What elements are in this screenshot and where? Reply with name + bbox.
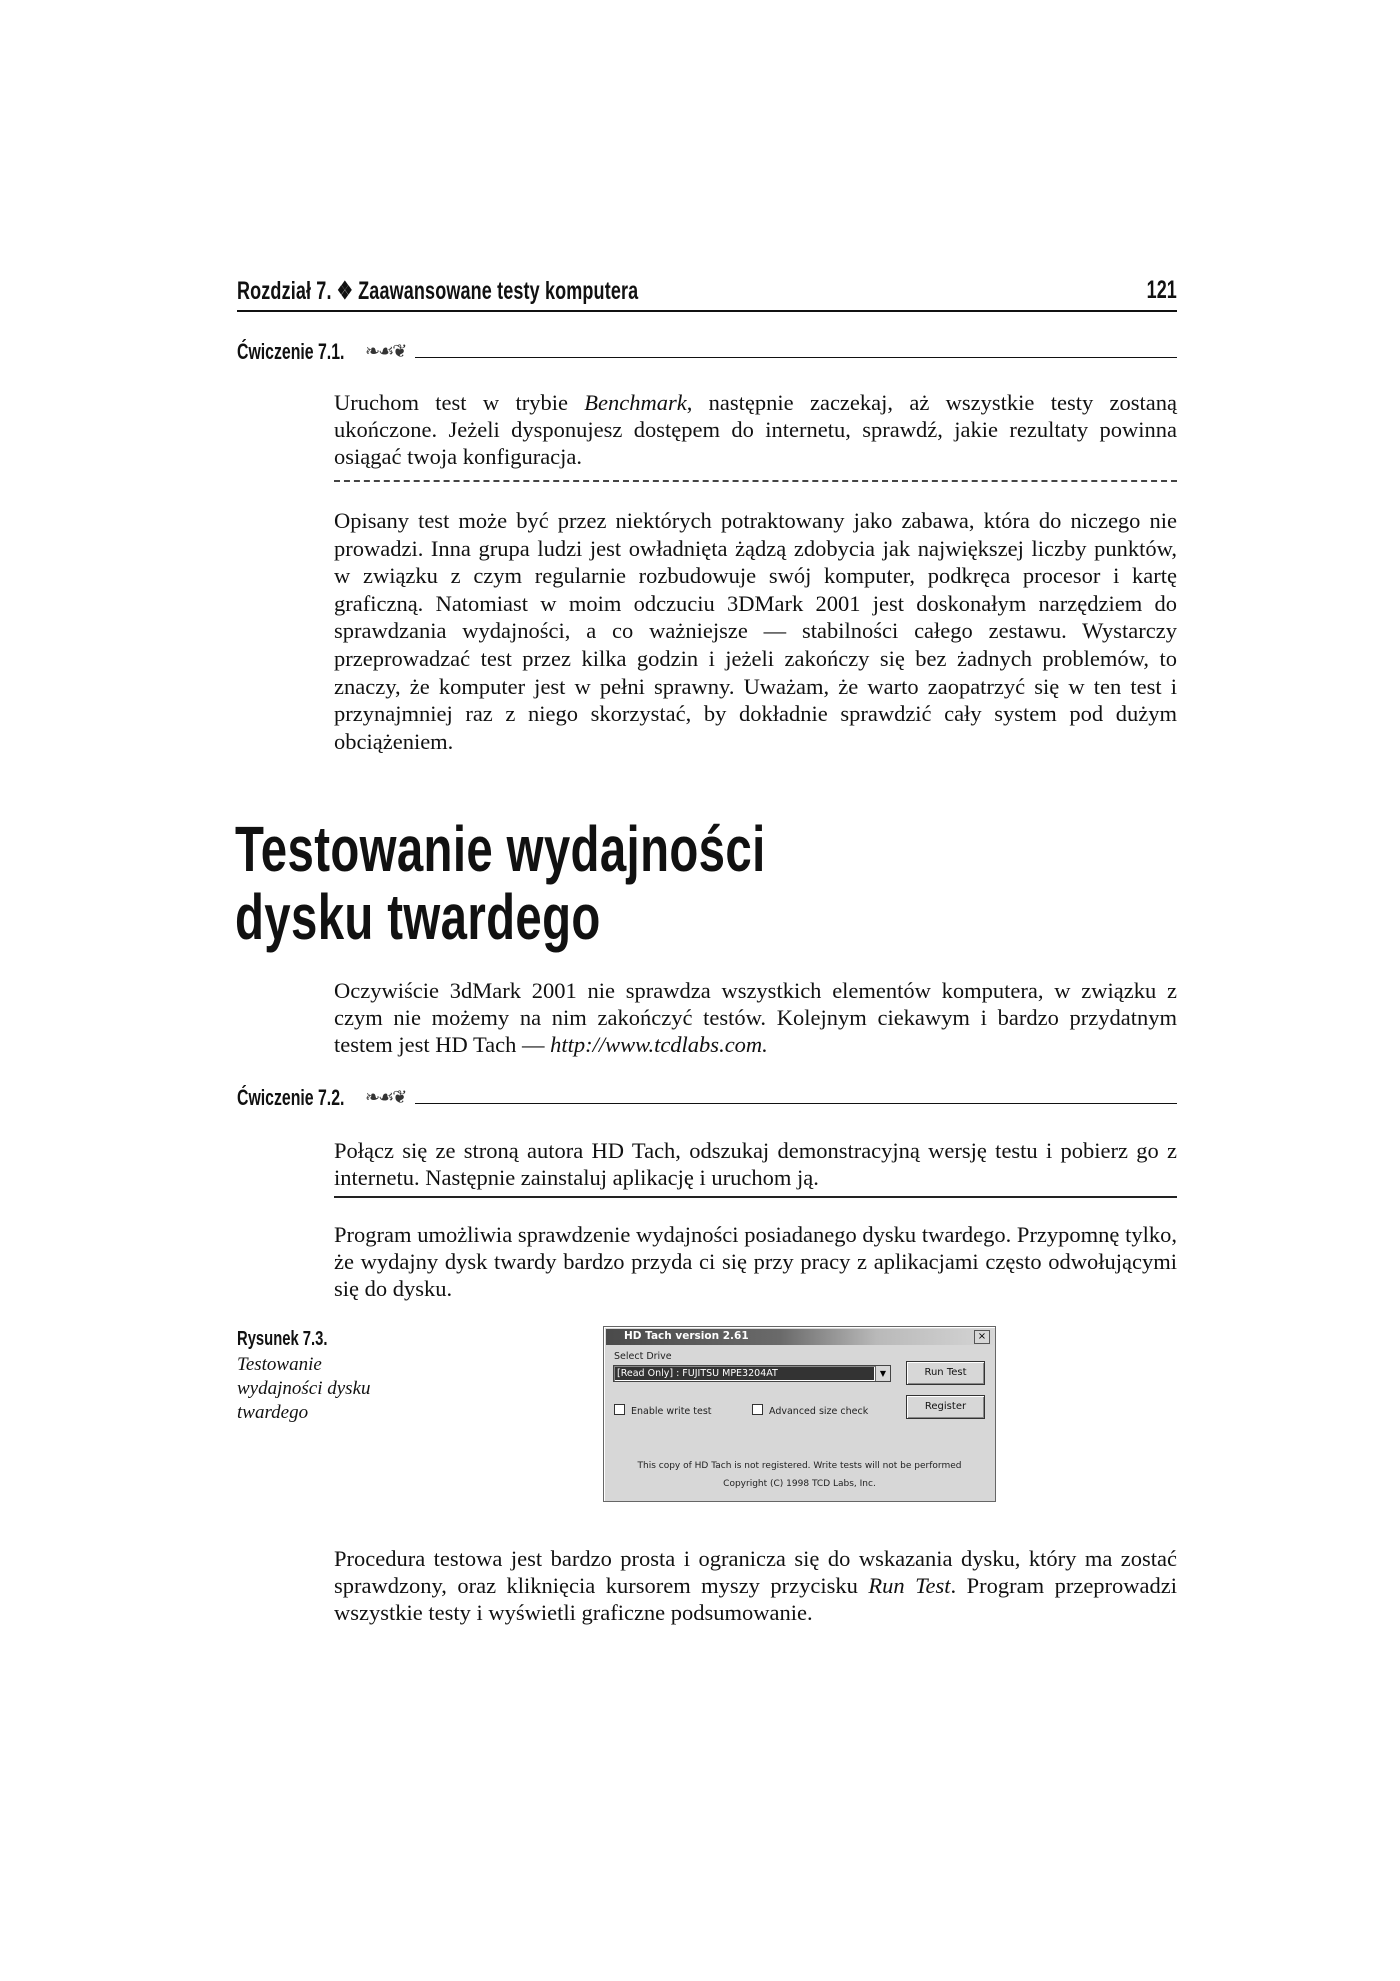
- section-heading-line-2: dysku twardego: [235, 881, 601, 953]
- drive-select-value: [Read Only] : FUJITSU MPE3204AT: [615, 1367, 874, 1380]
- exercise-rule: [415, 357, 1177, 358]
- copyright-text: Copyright (C) 1998 TCD Labs, Inc.: [723, 1479, 876, 1489]
- exercise-label: Ćwiczenie 7.1.: [237, 339, 345, 364]
- exercise-label: Ćwiczenie 7.2.: [237, 1085, 345, 1110]
- figure-caption: [237, 1328, 387, 1425]
- run-test-button[interactable]: Run Test: [906, 1361, 985, 1385]
- ornament-icon: ❧☙❦: [365, 1087, 406, 1108]
- register-button[interactable]: Register: [906, 1395, 985, 1419]
- section-heading-line-1: Testowanie wydajności: [235, 813, 766, 885]
- exercise-2-text: Połącz się ze stroną autora HD Tach, odszukaj demonstracyjną wersję testu i pobierz go z internetu. Następnie zainstaluj aplikację i uruchom ją.: [334, 1138, 1177, 1190]
- running-header: [237, 274, 1177, 312]
- chapter-title: Rozdział 7. ❖ Zaawansowane testy komputera: [237, 277, 639, 305]
- paragraph-4: Procedura testowa jest bardzo prosta i ogranicza się do wskazania dysku, który ma zostać sprawdzony, oraz kliknięcia kursorem myszy przycisku Run Test. Program przeprowadzi wszystkie testy i wyświetli graficzne podsumowanie.: [334, 1546, 1178, 1625]
- paragraph-2: Oczywiście 3dMark 2001 nie sprawdza wszystkich elementów komputera, w związku z czym nie możemy na nim zakończyć testów. Kolejnym ciekawym i bardzo przydatnym testem jest HD Tach — http://www.tcdlabs.com.: [334, 978, 1177, 1057]
- select-drive-label: Select Drive: [614, 1351, 672, 1362]
- dialog-title: HD Tach version 2.61: [624, 1330, 749, 1342]
- exercise-end-rule: [334, 480, 1177, 482]
- ornament-icon: ❧☙❦: [365, 341, 406, 362]
- exercise-rule: [415, 1103, 1177, 1104]
- dropdown-arrow-icon[interactable]: ▼: [875, 1366, 890, 1381]
- advanced-size-checkbox[interactable]: Advanced size check: [752, 1404, 868, 1417]
- exercise-heading-1: [237, 337, 1177, 367]
- checkbox-icon[interactable]: [614, 1404, 625, 1415]
- exercise-1-text: Uruchom test w trybie Benchmark, następnie zaczekaj, aż wszystkie testy zostaną ukończone. Jeżeli dysponujesz dostępem do internetu, sprawdź, jakie rezultaty powinna osiągać twoja konfiguracja.: [334, 390, 1177, 469]
- drive-select[interactable]: [613, 1365, 891, 1382]
- close-icon[interactable]: ×: [974, 1330, 990, 1344]
- hd-tach-dialog: [603, 1326, 996, 1502]
- figure-label: Rysunek 7.3.: [237, 1328, 328, 1350]
- dialog-titlebar: [606, 1329, 993, 1345]
- exercise-heading-2: [237, 1083, 1177, 1113]
- registration-notice: This copy of HD Tach is not registered. Write tests will not be performed: [637, 1461, 962, 1471]
- exercise-end-rule: [334, 1196, 1177, 1198]
- figure-caption-text: Testowanie wydajności dysku twardego: [237, 1354, 371, 1423]
- section-heading: [235, 815, 766, 951]
- paragraph-3: Program umożliwia sprawdzenie wydajności posiadanego dysku twardego. Przypomnę tylko, że wydajny dysk twardy bardzo przyda ci się przy pracy z aplikacjami często odwołującymi się do dysku.: [334, 1222, 1177, 1301]
- page-number: 121: [1146, 276, 1177, 304]
- enable-write-checkbox[interactable]: Enable write test: [614, 1404, 712, 1417]
- checkbox-icon[interactable]: [752, 1404, 763, 1415]
- paragraph-1: Opisany test może być przez niektórych potraktowany jako zabawa, która do niczego nie prowadzi. Inna grupa ludzi jest owładnięta żądzą zdobycia jak największej liczby punktów, w związku z czym regularnie rozbudowuje swój komputer, podkręca procesor i kartę graficzną. Natomiast w moim odczuciu 3DMark 2001 jest doskonałym narzędziem do sprawdzania wydajności, a co ważniejsze — stabilności całego zestawu. Wystarczy przeprowadzać test przez kilka godzin i jeżeli zakończy się bez żadnych problemów, to znaczy, że komputer jest w pełni sprawny. Uważam, że warto zaopatrzyć się w ten test i przynajmniej raz z niego skorzystać, by dokładnie sprawdzić cały system pod dużym obciążeniem.: [334, 508, 1177, 754]
